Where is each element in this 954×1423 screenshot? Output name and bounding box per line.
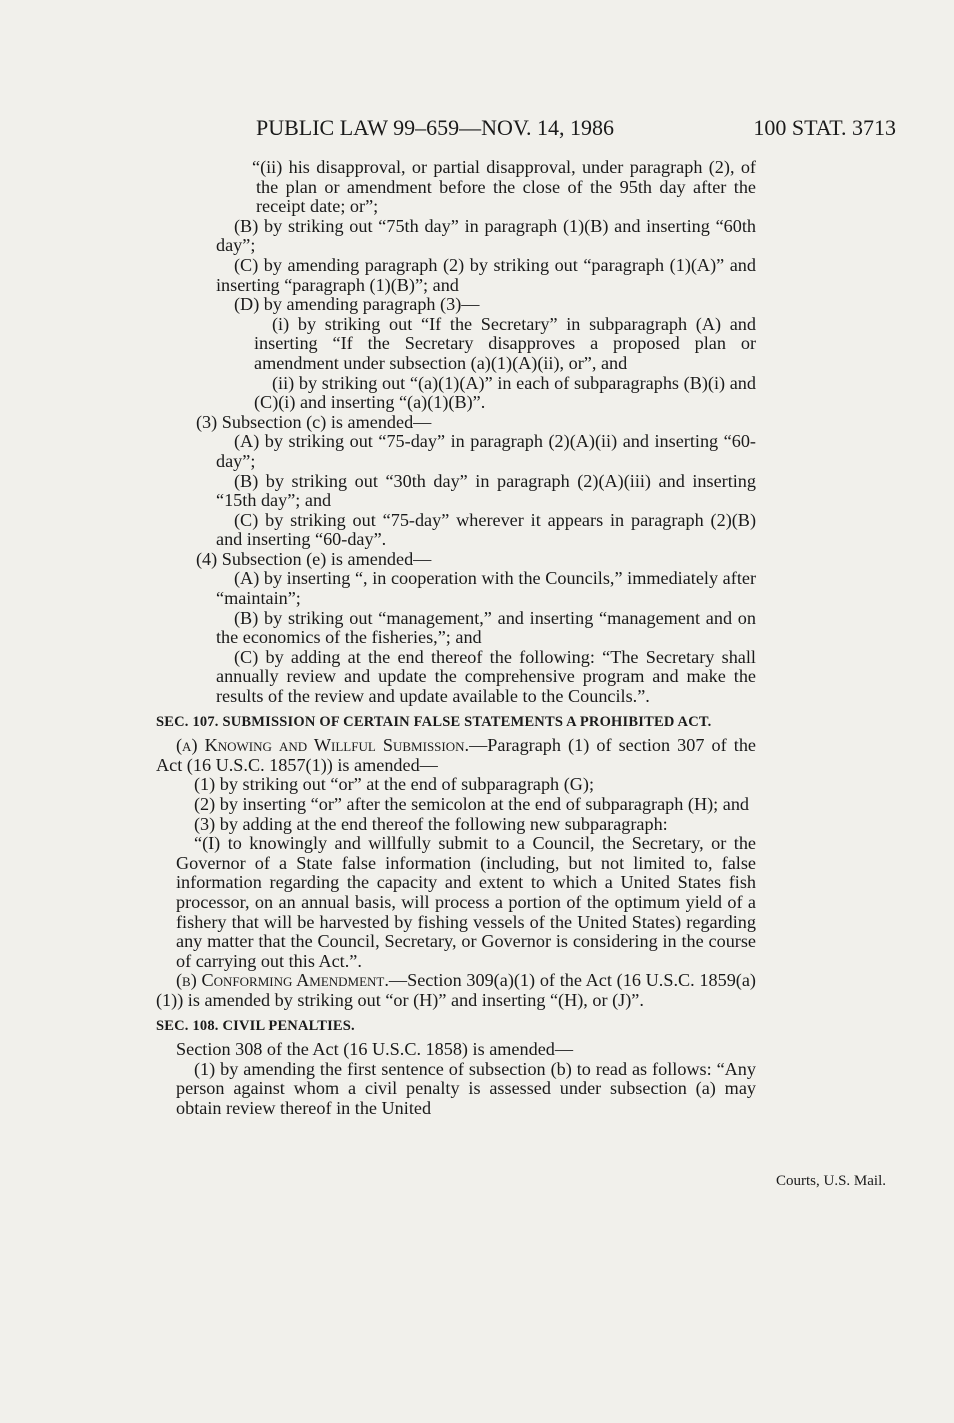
header-stat-page: 100 STAT. 3713 [753, 115, 896, 140]
subsection-heading: (a) Knowing and Willful Submission. [176, 735, 470, 756]
paragraph [156, 971, 756, 1010]
paragraph: (D) by amending paragraph (3)— [234, 294, 480, 315]
section-heading: SEC. 108. CIVIL PENALTIES. [156, 1017, 355, 1034]
paragraph: (A) by inserting “, in cooperation with the Councils,” immediately after “maintain”; [216, 568, 756, 609]
paragraph: “(ii) his disapproval, or partial disapproval, under paragraph (2), of the plan or amendment before the close of the 95th day after the receipt date; or”; [252, 157, 756, 217]
paragraph: (3) by adding at the end thereof the following new subparagraph: [194, 813, 668, 834]
paragraph-text: —Section 309(a)(1) of the Act (16 U.S.C. 1859(a)(1)) is amended by striking out “or (H)” and inserting “(H), or (J)”. [156, 970, 756, 1010]
paragraph: Section 308 of the Act (16 U.S.C. 1858) is amended— [176, 1039, 574, 1060]
paragraph: (C) by striking out “75-day” wherever it appears in paragraph (2)(B) and inserting “60-day”. [216, 509, 756, 550]
paragraph: (3) Subsection (c) is amended— [196, 411, 432, 432]
page-header [256, 115, 896, 145]
paragraph: (i) by striking out “If the Secretary” in subparagraph (A) and inserting “If the Secretary disapproves a proposed plan or amendment under subsection (a)(1)(A)(ii), or”, and [254, 313, 756, 373]
paragraph: (2) by inserting “or” after the semicolon at the end of subparagraph (H); and [194, 794, 750, 814]
paragraph: (4) Subsection (e) is amended— [196, 548, 432, 569]
paragraph-text: —Paragraph (1) of section 307 of the Act (16 U.S.C. 1857(1)) is amended— [156, 735, 756, 775]
paragraph [156, 736, 756, 775]
paragraph: (A) by striking out “75-day” in paragraph (2)(A)(ii) and inserting “60-day”; [216, 431, 756, 471]
subsection-heading: (b) Conforming Amendment. [176, 970, 389, 991]
paragraph: “(I) to knowingly and willfully submit to a Council, the Secretary, or the Governor of a State false information (including, but not limited to, false information regarding the capacity and extent to which a United States fish processor, on an annual basis, will process a portion of the optimum yield of a fishery that will be harvested by fishing vessels of the United States) regarding any matter that the Council, Secretary, or Governor is considering in the course of carrying out this Act.”. [176, 833, 756, 971]
document-body [156, 158, 756, 1119]
margin-note: Courts, U.S. Mail. [776, 1173, 887, 1189]
header-title: PUBLIC LAW 99–659—NOV. 14, 1986 [256, 115, 614, 140]
section-heading: SEC. 107. SUBMISSION OF CERTAIN FALSE STATEMENTS A PROHIBITED ACT. [156, 713, 712, 730]
paragraph: (B) by striking out “30th day” in paragraph (2)(A)(iii) and inserting “15th day”; and [216, 470, 756, 511]
paragraph: (1) by amending the first sentence of subsection (b) to read as follows: “Any person against whom a civil penalty is assessed under subsection (a) may obtain review thereof in the United [176, 1058, 756, 1118]
paragraph: (B) by striking out “75th day” in paragraph (1)(B) and inserting “60th day”; [216, 215, 756, 256]
paragraph: (B) by striking out “management,” and inserting “management and on the economics of the fisheries,”; and [216, 607, 756, 648]
paragraph: (1) by striking out “or” at the end of subparagraph (G); [194, 774, 595, 795]
paragraph: (ii) by striking out “(a)(1)(A)” in each of subparagraphs (B)(i) and (C)(i) and inserting “(a)(1)(B)”. [254, 372, 756, 413]
paragraph: (C) by adding at the end thereof the following: “The Secretary shall annually review and update the comprehensive program and make the results of the review and update available to the Councils.”. [216, 646, 756, 707]
paragraph: (C) by amending paragraph (2) by striking out “paragraph (1)(A)” and inserting “paragraph (1)(B)”; and [216, 254, 756, 295]
